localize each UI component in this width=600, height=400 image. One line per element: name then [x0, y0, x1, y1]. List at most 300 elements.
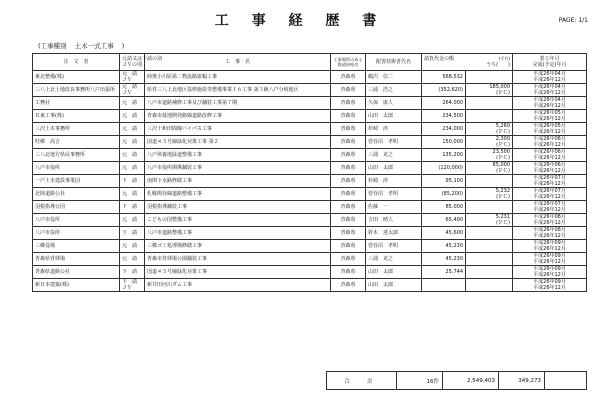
cell-period-sub: 平成26年12月 — [533, 103, 566, 109]
cell-amount-value: 264,000 — [442, 100, 463, 106]
cell-work-name — [145, 84, 331, 97]
cell-division — [120, 162, 145, 175]
cell-client — [33, 188, 120, 201]
cell-division — [120, 123, 145, 136]
cell-client — [33, 123, 120, 136]
work-type-label: (工事種別 — [38, 42, 67, 50]
cell-work-name — [145, 214, 331, 227]
cell-division-value: 元 請 — [122, 217, 138, 223]
table-row — [33, 214, 587, 227]
cell-prefecture-value: 青森県 — [340, 191, 356, 197]
cell-prefecture-value: 青森県 — [340, 126, 356, 132]
cell-sub-amount-sub: (ＰＣ) — [496, 155, 511, 161]
cell-client — [33, 214, 120, 227]
cell-engineer-value: 久保 康人 — [368, 100, 394, 106]
cell-period — [513, 84, 587, 97]
cell-period-sub: 平成26年12月 — [533, 142, 566, 148]
cell-period-sub: 平成26年12月 — [533, 259, 566, 265]
cell-client — [33, 71, 120, 84]
cell-engineer — [366, 188, 422, 201]
cell-prefecture — [331, 175, 366, 188]
cell-prefecture-value: 青森県 — [340, 269, 356, 275]
cell-client-value: 三八北地方県民事務所 — [35, 152, 86, 158]
header-division-line2: ＪＶの別 — [122, 62, 143, 68]
cell-division — [120, 214, 145, 227]
cell-client-value: 三八上北土地改良事務所八戸出張所 — [35, 87, 116, 93]
cell-client — [33, 84, 120, 97]
cell-client-value: 旺郷 高吉 — [35, 139, 61, 145]
cell-client — [33, 253, 120, 266]
cell-period-sub: 平成26年12月 — [533, 181, 566, 187]
cell-engineer-value: 杉崎 渉 — [368, 126, 389, 132]
work-type-value: 土木一式工事 — [74, 42, 114, 50]
cell-period — [513, 188, 587, 201]
cell-work-name — [145, 149, 331, 162]
cell-amount — [422, 162, 466, 175]
header-amount — [422, 54, 513, 71]
cell-period-value: 平成26年08月 — [533, 214, 566, 220]
cell-sub-amount — [466, 110, 513, 123]
cell-prefecture — [331, 253, 366, 266]
cell-engineer — [366, 71, 422, 84]
cell-sub-amount-sub: (ＰＣ) — [496, 142, 511, 148]
cell-division — [120, 266, 145, 279]
cell-period-value: 平成26年06月 — [533, 149, 566, 155]
cell-work-name-value: 三沢十和田間線バイパス工事 — [147, 126, 212, 132]
cell-amount-value: 135,200 — [442, 152, 463, 158]
cell-division-value: 元 請 — [122, 139, 138, 145]
header-period-end: 完成(予定)年月 — [532, 62, 567, 68]
cell-sub-amount — [466, 266, 513, 279]
cell-work-name-value: 青森市低地開発路線道路改修工事 — [147, 113, 223, 119]
cell-prefecture-value: 青森県 — [340, 282, 356, 288]
totals-row — [327, 372, 587, 390]
cell-engineer-value: 山田 太郎 — [368, 282, 394, 288]
cell-division — [120, 71, 145, 84]
table-row — [33, 175, 587, 188]
cell-client-value: 八戸市役所 — [35, 165, 61, 171]
totals-amount: 2,549,403 — [443, 372, 499, 390]
cell-prefecture-value: 青森県 — [340, 230, 356, 236]
cell-division — [120, 97, 145, 110]
cell-client — [33, 227, 120, 240]
cell-period-value: 平成26年04月 — [533, 84, 566, 90]
cell-engineer — [366, 175, 422, 188]
cell-division-value: 元 請 — [122, 126, 138, 132]
cell-engineer — [366, 110, 422, 123]
cell-period-value: 平成26年07月 — [533, 175, 566, 181]
cell-sub-amount-value: 23,500 — [492, 149, 511, 155]
cell-engineer-value: 菅谷沼 孝明 — [368, 139, 399, 145]
cell-prefecture-value: 青森県 — [340, 87, 356, 93]
cell-period — [513, 175, 587, 188]
cell-engineer — [366, 227, 422, 240]
cell-amount-value: 25,744 — [445, 269, 463, 275]
cell-work-name-value: 国道４５号線緑化対策工事 第２ — [147, 139, 219, 145]
table-row — [33, 266, 587, 279]
cell-client-value: 青森県道路公社 — [35, 269, 71, 275]
cell-sub-amount — [466, 84, 513, 97]
cell-amount-value: 234,000 — [442, 126, 463, 132]
cell-prefecture — [331, 162, 366, 175]
cell-engineer — [366, 123, 422, 136]
header-pref: 工事場所のある都道府県名 — [331, 54, 366, 71]
cell-engineer — [366, 240, 422, 253]
cell-division-value: 元 請 — [122, 152, 138, 158]
cell-amount — [422, 227, 466, 240]
cell-sub-amount-sub: (ＰＣ) — [496, 129, 511, 135]
cell-period-value: 平成26年06月 — [533, 136, 566, 142]
table-header-row — [33, 54, 587, 71]
cell-sub-amount-sub: (ＰＣ) — [496, 220, 511, 226]
cell-amount-value: (120,000) — [438, 165, 463, 171]
table-row — [33, 84, 587, 97]
cell-division — [120, 240, 145, 253]
totals-count: 16件 — [397, 372, 443, 390]
cell-amount-value: 65,400 — [445, 217, 463, 223]
cell-division-sub: ＪＶ — [122, 285, 133, 291]
cell-division-sub: ＪＶ — [122, 90, 133, 96]
cell-division-value: 元 請 — [122, 165, 138, 171]
cell-amount-value: (352,620) — [438, 87, 463, 93]
cell-sub-amount-value: 5,260 — [495, 123, 511, 129]
document-title: 工 事 経 歴 書 — [214, 13, 386, 29]
cell-period — [513, 149, 587, 162]
cell-prefecture — [331, 71, 366, 84]
cell-period-value: 平成26年09月 — [533, 279, 566, 285]
cell-amount — [422, 279, 466, 292]
cell-engineer-value: 菅谷沼 孝明 — [368, 191, 399, 197]
cell-prefecture-value: 青森県 — [340, 243, 356, 249]
cell-engineer-value: 吉田 晴人 — [368, 217, 394, 223]
cell-prefecture — [331, 201, 366, 214]
cell-amount-value: 45,230 — [445, 243, 463, 249]
cell-sub-amount — [466, 227, 513, 240]
cell-prefecture-value: 青森県 — [340, 113, 356, 119]
cell-client-value: 八戸市役所 — [35, 217, 61, 223]
cell-period-sub: 平成26年12月 — [533, 77, 566, 83]
cell-sub-amount-value: 2,300 — [495, 136, 511, 142]
cell-sub-amount — [466, 149, 513, 162]
cell-sub-amount — [466, 253, 513, 266]
cell-work-name-value: 札幌関谷線道路整備工事 — [147, 191, 203, 197]
cell-prefecture-value: 青森県 — [340, 204, 356, 210]
cell-period — [513, 279, 587, 292]
table-row — [33, 97, 587, 110]
cell-division — [120, 175, 145, 188]
cell-prefecture — [331, 97, 366, 110]
header-division — [120, 54, 163, 71]
cell-sub-amount — [466, 162, 513, 175]
cell-period — [513, 266, 587, 279]
cell-period-value: 平成26年09月 — [533, 240, 566, 246]
header-division-line1: 元請又は下請の別 — [122, 56, 163, 62]
cell-period-value: 平成26年07月 — [533, 201, 566, 207]
cell-prefecture-value: 青森県 — [340, 100, 356, 106]
cell-client-value: 工務社 — [35, 100, 51, 106]
cell-division-sub: ＪＶ — [122, 77, 133, 83]
cell-period-sub: 平成26年12月 — [533, 272, 566, 278]
cell-prefecture-value: 青森県 — [340, 217, 356, 223]
cell-prefecture — [331, 266, 366, 279]
cell-period-value: 平成26年05月 — [533, 123, 566, 129]
cell-prefecture — [331, 136, 366, 149]
table-row — [33, 162, 587, 175]
cell-sub-amount-sub: (ＰＣ) — [496, 90, 511, 96]
cell-sub-amount — [466, 136, 513, 149]
cell-period — [513, 201, 587, 214]
cell-division-value: 元 請 — [122, 113, 138, 119]
cell-amount — [422, 71, 466, 84]
cell-amount — [422, 253, 466, 266]
cell-work-name — [145, 227, 331, 240]
cell-engineer-value: 鶴沢 信二 — [368, 74, 394, 80]
header-amount-sub: うち( ) — [486, 62, 511, 68]
cell-period — [513, 123, 587, 136]
cell-engineer-value: 杉崎 渉 — [368, 178, 389, 184]
cell-prefecture-value: 青森県 — [340, 165, 356, 171]
cell-period-value: 平成26年06月 — [533, 162, 566, 168]
cell-client-value: Ｂ東工事(株) — [35, 113, 64, 119]
cell-sub-amount — [466, 188, 513, 201]
cell-client — [33, 279, 120, 292]
cell-work-name — [145, 162, 331, 175]
cell-client-value: 北陸道路公社 — [35, 191, 66, 197]
cell-sub-amount — [466, 201, 513, 214]
header-amount-unit: (千円) — [498, 56, 511, 61]
cell-client-value: 新日本建築(株) — [35, 282, 69, 288]
totals-jv-amount: 349,273 — [499, 372, 545, 390]
cell-period-sub: 平成26年12月 — [533, 90, 566, 96]
cell-sub-amount — [466, 240, 513, 253]
cell-amount-value: 85,000 — [445, 204, 463, 210]
cell-work-name — [145, 71, 331, 84]
cell-division-value: 元 請 — [122, 191, 138, 197]
cell-prefecture-value: 青森県 — [340, 256, 356, 262]
cell-engineer — [366, 136, 422, 149]
totals-blank — [545, 372, 587, 390]
cell-work-name-value: 八戸市道路整備工事 — [147, 230, 193, 236]
cell-work-name — [145, 97, 331, 110]
cell-prefecture — [331, 149, 366, 162]
cell-work-name — [145, 123, 331, 136]
cell-period-value: 平成26年09月 — [533, 253, 566, 259]
table-row — [33, 71, 587, 84]
cell-work-name — [145, 279, 331, 292]
cell-period — [513, 97, 587, 110]
cell-period-sub: 平成26年12月 — [533, 168, 566, 174]
cell-client-value: 三沢土木事務所 — [35, 126, 71, 132]
cell-sub-amount — [466, 175, 513, 188]
cell-amount-value: 150,000 — [442, 139, 463, 145]
cell-engineer — [366, 279, 422, 292]
cell-engineer-value: 三浦 克之 — [368, 152, 394, 158]
cell-engineer-value: 菅谷沼 孝明 — [368, 243, 399, 249]
cell-engineer-value: 佐藤 一 — [368, 204, 389, 210]
work-history-table — [32, 53, 587, 292]
cell-amount — [422, 136, 466, 149]
totals-table — [326, 371, 587, 390]
cell-prefecture-value: 青森県 — [340, 139, 356, 145]
cell-work-name — [145, 253, 331, 266]
cell-engineer — [366, 253, 422, 266]
work-type-close: ) — [121, 42, 125, 50]
cell-client-value: 三郷役場 — [35, 243, 56, 249]
cell-period-value: 平成26年05月 — [533, 110, 566, 116]
cell-engineer-value: 山田 太郎 — [368, 165, 394, 171]
cell-client — [33, 175, 120, 188]
cell-amount — [422, 188, 466, 201]
cell-work-name — [145, 201, 331, 214]
cell-engineer — [366, 201, 422, 214]
cell-prefecture — [331, 227, 366, 240]
cell-amount — [422, 110, 466, 123]
cell-division — [120, 149, 145, 162]
cell-period — [513, 214, 587, 227]
cell-work-name-value: 三郷ゴミ処理場修繕工事 — [147, 243, 203, 249]
cell-period — [513, 136, 587, 149]
cell-engineer — [366, 97, 422, 110]
cell-prefecture-value: 青森県 — [340, 152, 356, 158]
cell-client — [33, 97, 120, 110]
cell-sub-amount-value: 5,231 — [495, 214, 511, 220]
cell-prefecture — [331, 188, 366, 201]
header-period-start: 着工年月 — [539, 56, 560, 62]
cell-amount — [422, 84, 466, 97]
cell-work-name — [145, 110, 331, 123]
cell-sub-amount-sub: (ＰＣ) — [496, 194, 511, 200]
cell-period-sub: 平成26年12月 — [533, 194, 566, 200]
header-name: 工 事 名 — [145, 54, 331, 71]
cell-sub-amount — [466, 71, 513, 84]
cell-work-name-value: 南関下水路修繕工事 — [147, 178, 193, 184]
cell-division — [120, 227, 145, 240]
cell-period-value: 平成26年09月 — [533, 266, 566, 272]
cell-amount-value: 45,230 — [445, 256, 463, 262]
cell-amount-value: (85,200) — [441, 191, 463, 197]
header-period — [513, 54, 587, 71]
cell-engineer-value: 山田 太郎 — [368, 269, 394, 275]
cell-amount — [422, 97, 466, 110]
cell-sub-amount-value: 185,000 — [489, 84, 511, 90]
cell-division-value: 元 請 — [122, 71, 138, 77]
cell-division — [120, 201, 145, 214]
header-amount-label: 請負代金の額 — [424, 56, 455, 62]
cell-amount-value: 568,532 — [442, 74, 463, 80]
cell-sub-amount — [466, 214, 513, 227]
cell-engineer — [366, 149, 422, 162]
cell-client — [33, 201, 120, 214]
cell-client — [33, 110, 120, 123]
cell-work-name-value: 八戸休養地緑道整備工事 — [147, 152, 203, 158]
cell-division-value: 元 請 — [122, 84, 138, 90]
cell-amount — [422, 266, 466, 279]
cell-client-value: 八戸市役所 — [35, 230, 61, 236]
cell-work-name-value: 県営三八上北地区基幹施設等整備事業１６工事 第３級八戸分岐地区 — [147, 87, 299, 93]
table-row — [33, 279, 587, 292]
cell-prefecture — [331, 123, 366, 136]
cell-work-name — [145, 175, 331, 188]
cell-amount — [422, 175, 466, 188]
cell-division-value: 下 請 — [122, 279, 138, 285]
cell-division-value: 元 請 — [122, 100, 138, 106]
table-row — [33, 227, 587, 240]
cell-work-name-value: 八戸市道路補修工事及び舗装工事第７期 — [147, 100, 238, 106]
cell-division-value: 元 請 — [122, 256, 138, 262]
cell-period-sub: 平成26年12月 — [533, 220, 566, 226]
cell-amount — [422, 240, 466, 253]
header-engineer: 配置技術者氏名 — [366, 54, 422, 71]
cell-prefecture-value: 青森県 — [340, 178, 356, 184]
cell-division-value: 下 請 — [122, 178, 138, 184]
cell-amount — [422, 149, 466, 162]
cell-client — [33, 136, 120, 149]
cell-client-value: 青森県営球場 — [35, 256, 66, 262]
cell-client — [33, 266, 120, 279]
cell-work-name-value: 新井田河川ダム工事 — [147, 282, 193, 288]
cell-prefecture — [331, 214, 366, 227]
cell-period-sub: 平成26年12月 — [533, 116, 566, 122]
cell-division — [120, 84, 145, 97]
cell-period — [513, 240, 587, 253]
cell-work-name-value: こどもの国整備工事 — [147, 217, 193, 223]
table-row — [33, 201, 587, 214]
cell-prefecture — [331, 84, 366, 97]
cell-amount — [422, 123, 466, 136]
table-body — [33, 71, 587, 292]
cell-amount — [422, 201, 466, 214]
cell-sub-amount — [466, 97, 513, 110]
cell-engineer-value: 鈴木 達太郎 — [368, 230, 399, 236]
cell-amount — [422, 214, 466, 227]
cell-prefecture — [331, 110, 366, 123]
cell-engineer — [366, 266, 422, 279]
table-row — [33, 149, 587, 162]
cell-period — [513, 162, 587, 175]
cell-work-name-value: 青森市営球場公園舗装工事 — [147, 256, 208, 262]
cell-work-name-value: 羽根指導舗装工事 — [147, 204, 188, 210]
cell-client-value: 一戸土木建設事業団 — [35, 178, 81, 184]
cell-engineer — [366, 162, 422, 175]
cell-engineer-value: 山田 太郎 — [368, 113, 394, 119]
cell-work-name — [145, 136, 331, 149]
cell-division — [120, 279, 145, 292]
table-row — [33, 136, 587, 149]
cell-engineer-value: 三浦 克之 — [368, 256, 394, 262]
cell-sub-amount-value: 5,232 — [495, 188, 511, 194]
cell-client — [33, 240, 120, 253]
cell-division — [120, 188, 145, 201]
cell-amount-value: 95,100 — [445, 178, 463, 184]
cell-amount-value: 234,500 — [442, 113, 463, 119]
cell-work-name-value: 国道４５号線緑化対策工事 — [147, 269, 208, 275]
cell-work-name-value: 陸奥小川原第二物流路拡幅工事 — [147, 74, 218, 80]
cell-division — [120, 253, 145, 266]
cell-sub-amount — [466, 279, 513, 292]
cell-period-sub: 平成26年12月 — [533, 129, 566, 135]
totals-label: 合 計 — [327, 372, 397, 390]
cell-engineer-value: 三浦 浩之 — [368, 87, 394, 93]
cell-division-value: 元 請 — [122, 243, 138, 249]
cell-period-value: 平成26年04月 — [533, 71, 566, 77]
table-row — [33, 123, 587, 136]
cell-period — [513, 253, 587, 266]
cell-prefecture-value: 青森県 — [340, 74, 356, 80]
cell-period-sub: 平成26年12月 — [533, 246, 566, 252]
cell-client — [33, 149, 120, 162]
cell-division-value: 下 請 — [122, 230, 138, 236]
cell-work-name-value: 八戸市役所関係舗装工事 — [147, 165, 203, 171]
